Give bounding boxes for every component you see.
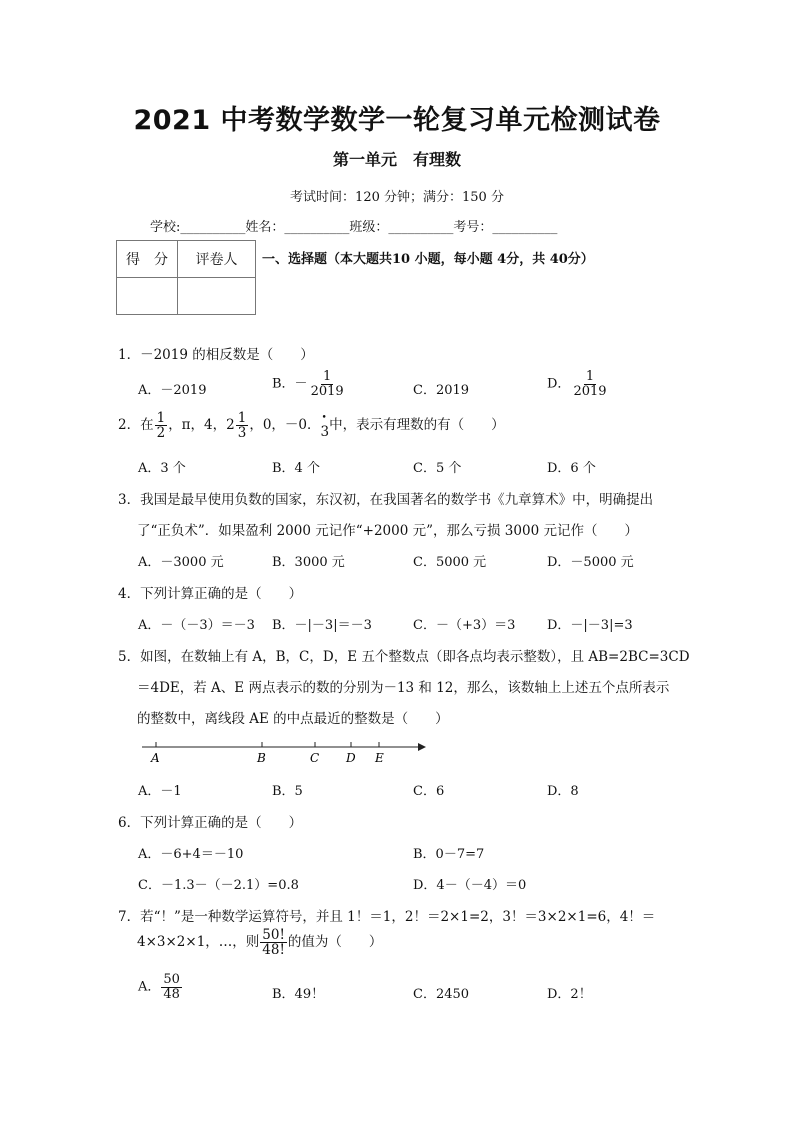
question-1: 1．－2019 的相反数是（ ）	[118, 347, 314, 363]
q2-option-d: D．6 个	[547, 461, 596, 476]
q5-option-c: C．6	[413, 784, 445, 799]
q2-fraction-1	[155, 411, 168, 440]
q1-b-num: 1	[322, 369, 332, 384]
q1-d-num: 1	[585, 369, 595, 384]
q5-option-d: D．8	[547, 784, 579, 799]
q2-option-b: B．4 个	[272, 461, 320, 476]
question-4: 4．下列计算正确的是（ ）	[118, 586, 303, 602]
q1-b-fraction	[309, 370, 346, 398]
point-label-c: C	[310, 751, 320, 765]
q2-mid: ，π，4，2	[168, 417, 235, 434]
q2-pre: 2．在	[118, 417, 154, 434]
q7-a-fraction	[161, 973, 182, 1001]
q4-option-a: A．－（－3）＝－3	[138, 618, 255, 633]
unit-title: 第一单元 有理数	[332, 150, 461, 169]
q7-option-c: C．2450	[413, 987, 470, 1002]
question-2	[118, 411, 505, 440]
student-info-fields: 学校:__________姓名：__________班级：__________考号：__________	[150, 220, 558, 235]
q1-d-den: 2019	[573, 383, 607, 399]
q2-repeating-digit: • 3	[321, 424, 330, 440]
q6-option-d: D．4－（－4）＝0	[413, 878, 527, 893]
question-3-line-1: 3．我国是最早使用负数的国家，东汉初，在我国著名的数学书《九章算术》中，明确提出	[118, 492, 654, 508]
question-5-line-2: ＝4DE，若 A、E 两点表示的数的分别为－13 和 12，那么，该数轴上上述五个点所表示	[137, 680, 670, 696]
q1-b-prefix: B．－	[272, 376, 308, 392]
q1-d-fraction	[571, 370, 608, 398]
question-7-line-2	[137, 928, 382, 957]
q7-fraction	[260, 928, 287, 957]
q3-option-d: D．－5000 元	[547, 555, 634, 570]
point-label-e: E	[375, 751, 384, 765]
q1-b-den: 2019	[310, 383, 344, 399]
q3-option-b: B．3000 元	[272, 555, 345, 570]
q2-fraction-2	[236, 411, 249, 440]
q3-option-a: A．－3000 元	[138, 555, 224, 570]
question-5-line-3: 的整数中，离线段 AE 的中点最近的整数是（ ）	[137, 711, 449, 727]
q1-option-d	[547, 370, 610, 398]
exam-info: 考试时间：120 分钟；满分：150 分	[290, 190, 504, 205]
score-table	[116, 240, 256, 315]
q2-tail: ，0，－0．	[249, 417, 321, 434]
q5-option-a: A．－1	[138, 784, 182, 799]
q2-end: 中，表示有理数的有（ ）	[329, 417, 505, 434]
q1-option-a: A．－2019	[138, 383, 207, 398]
point-label-d: D	[346, 751, 356, 765]
q7-a-num: 50	[163, 972, 180, 987]
q4-option-b: B．－|－3|＝－3	[272, 618, 372, 633]
score-header: 得 分	[117, 241, 178, 278]
q6-option-c: C．－1.3－（－2.1）=0.8	[138, 878, 299, 893]
grader-cell	[178, 278, 256, 315]
page-title: 2021 中考数学数学一轮复习单元检测试卷	[133, 105, 661, 136]
q2-f2-num: 1	[237, 410, 247, 426]
q2-f2-den: 3	[237, 425, 247, 442]
q2-option-c: C．5 个	[413, 461, 462, 476]
q2-f1-num: 1	[156, 410, 166, 426]
question-5-line-1: 5．如图，在数轴上有 A，B，C，D，E 五个整数点（即各点均表示整数），且 AB=2BC=3CD	[118, 649, 690, 665]
q6-option-a: A．－6+4＝－10	[138, 847, 244, 862]
section-heading: 一、选择题（本大题共10 小题，每小题 4分，共 40分）	[262, 252, 594, 267]
q7-a-prefix: A．	[138, 979, 161, 995]
q2-option-a: A．3 个	[138, 461, 186, 476]
q5-option-b: B．5	[272, 784, 303, 799]
q7-line2-post: 的值为（ ）	[287, 934, 383, 951]
q7-option-d: D．2！	[547, 987, 592, 1002]
q4-option-c: C．－（+3）＝3	[413, 618, 516, 633]
score-cell	[117, 278, 178, 315]
q4-option-d: D．－|－3|=3	[547, 618, 633, 633]
q7-option-a	[138, 973, 183, 1001]
q7-f-num: 50!	[262, 927, 285, 943]
number-line-figure	[140, 738, 440, 768]
q2-f1-den: 2	[156, 425, 166, 442]
q1-option-c: C．2019	[413, 383, 470, 398]
grader-header: 评卷人	[178, 241, 256, 278]
question-6: 6．下列计算正确的是（ ）	[118, 815, 303, 831]
q7-a-den: 48	[163, 986, 180, 1002]
q7-line2-pre: 4×3×2×1，…，则	[137, 934, 260, 951]
point-label-a: A	[151, 751, 160, 765]
q1-option-b	[272, 370, 347, 398]
number-line-arrow	[418, 743, 426, 751]
question-7-line-1: 7．若“！”是一种数学运算符号，并且 1！＝1，2！＝2×1=2，3！＝3×2×1=6，4！＝	[118, 909, 656, 925]
q6-option-b: B．0－7=7	[413, 847, 485, 862]
q7-f-den: 48!	[262, 942, 285, 959]
point-label-b: B	[257, 751, 266, 765]
q7-option-b: B．49！	[272, 987, 325, 1002]
q1-d-prefix: D．	[547, 376, 571, 392]
question-3-line-2: 了“正负术”．如果盈利 2000 元记作“+2000 元”，那么亏损 3000 元记作（ ）	[137, 523, 638, 539]
q3-option-c: C．5000 元	[413, 555, 487, 570]
